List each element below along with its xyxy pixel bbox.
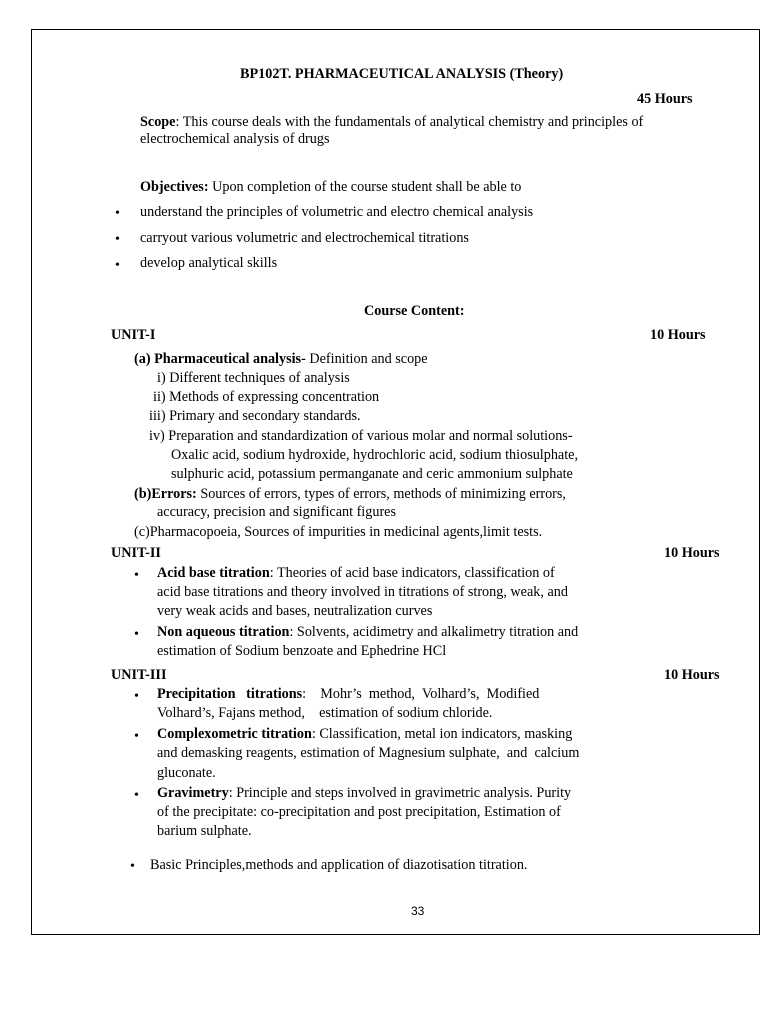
item-b-label: (b)Errors: xyxy=(134,486,197,502)
unit-1-sub-iv-cont-1: Oxalic acid, sodium hydroxide, hydrochloric acid, sodium thiosulphate, xyxy=(171,447,579,463)
bullet-icon: • xyxy=(130,859,135,874)
scope-text: : This course deals with the fundamentals of analytical chemistry and principles of xyxy=(175,114,644,130)
unit-1-sub-ii: ii) Methods of expressing concentration xyxy=(153,389,380,405)
unit-3-item-2-cont-2: gluconate. xyxy=(157,765,216,781)
diazotisation-item: Basic Principles,methods and application of diazotisation titration. xyxy=(150,857,528,873)
acid-base-label: Acid base titration xyxy=(157,565,270,581)
unit-3-item-1-cont: Volhard’s, Fajans method, estimation of sodium chloride. xyxy=(157,705,493,721)
objective-item: carryout various volumetric and electrochemical titrations xyxy=(140,230,469,246)
unit-3-item-2-cont-1: and demasking reagents, estimation of Magnesium sulphate, and calcium xyxy=(157,745,580,761)
page-title: BP102T. PHARMACEUTICAL ANALYSIS (Theory) xyxy=(240,66,564,82)
unit-1-sub-iv-cont-2: sulphuric acid, potassium permanganate and ceric ammonium sulphate xyxy=(171,466,573,482)
objectives-text: Upon completion of the course student shall be able to xyxy=(208,179,522,195)
page-number: 33 xyxy=(411,904,425,918)
unit-1-item-b-cont: accuracy, precision and significant figures xyxy=(157,504,396,520)
non-aqueous-text: : Solvents, acidimetry and alkalimetry titration and xyxy=(289,624,579,640)
bullet-icon: • xyxy=(134,568,139,583)
unit-1-item-b xyxy=(134,485,566,504)
objective-item: understand the principles of volumetric and electro chemical analysis xyxy=(140,204,534,220)
unit-1-item-a xyxy=(134,350,428,369)
unit-1-hours: 10 Hours xyxy=(650,327,706,343)
unit-3-item-1 xyxy=(157,685,539,704)
item-b-text: Sources of errors, types of errors, methods of minimizing errors, xyxy=(196,486,566,502)
unit-3-item-3 xyxy=(157,784,571,803)
unit-3-item-3-cont-1: of the precipitate: co-precipitation and post precipitation, Estimation of xyxy=(157,804,561,820)
total-hours: 45 Hours xyxy=(637,91,693,107)
unit-3-item-3-cont-2: barium sulphate. xyxy=(157,823,252,839)
acid-base-text: : Theories of acid base indicators, classification of xyxy=(269,565,555,581)
unit-2-item-1 xyxy=(157,564,555,583)
unit-1-sub-iii: iii) Primary and secondary standards. xyxy=(149,408,361,424)
gravimetry-text: : Principle and steps involved in gravimetric analysis. Purity xyxy=(228,785,572,801)
unit-3-label: UNIT-III xyxy=(111,667,167,683)
unit-2-hours: 10 Hours xyxy=(664,545,720,561)
bullet-icon: • xyxy=(134,729,139,744)
objectives-label: Objectives: xyxy=(140,179,209,195)
bullet-icon: • xyxy=(134,627,139,642)
precipitation-text: : Mohr’s method, Volhard’s, Modified xyxy=(302,686,540,702)
complexometric-text: : Classification, metal ion indicators, masking xyxy=(311,726,573,742)
item-a-label: (a) Pharmaceutical analysis- xyxy=(134,351,306,367)
bullet-icon: • xyxy=(115,232,120,247)
unit-3-item-2 xyxy=(157,725,572,744)
bullet-icon: • xyxy=(134,788,139,803)
unit-1-sub-iv: iv) Preparation and standardization of various molar and normal solutions- xyxy=(149,428,573,444)
scope-line-2: electrochemical analysis of drugs xyxy=(140,131,330,147)
bullet-icon: • xyxy=(115,258,120,273)
scope-label: Scope xyxy=(140,114,176,130)
unit-2-item-1-cont-2: very weak acids and bases, neutralization curves xyxy=(157,603,433,619)
objective-item: develop analytical skills xyxy=(140,255,278,271)
unit-2-label: UNIT-II xyxy=(111,545,161,561)
unit-2-item-2 xyxy=(157,623,578,642)
unit-1-sub-i: i) Different techniques of analysis xyxy=(157,370,350,386)
item-a-text: Definition and scope xyxy=(305,351,428,367)
unit-2-item-2-cont: estimation of Sodium benzoate and Ephedrine HCl xyxy=(157,643,447,659)
unit-3-hours: 10 Hours xyxy=(664,667,720,683)
unit-2-item-1-cont-1: acid base titrations and theory involved in titrations of strong, weak, and xyxy=(157,584,568,600)
gravimetry-label: Gravimetry xyxy=(157,785,229,801)
unit-1-label: UNIT-I xyxy=(111,327,156,343)
complexometric-label: Complexometric titration xyxy=(157,726,312,742)
objectives-intro xyxy=(140,178,521,197)
precipitation-label: Precipitation titrations xyxy=(157,686,303,702)
unit-1-item-c: (c)Pharmacopoeia, Sources of impurities in medicinal agents,limit tests. xyxy=(134,524,543,540)
course-content-heading: Course Content: xyxy=(364,303,465,319)
non-aqueous-label: Non aqueous titration xyxy=(157,624,290,640)
bullet-icon: • xyxy=(115,206,120,221)
bullet-icon: • xyxy=(134,689,139,704)
